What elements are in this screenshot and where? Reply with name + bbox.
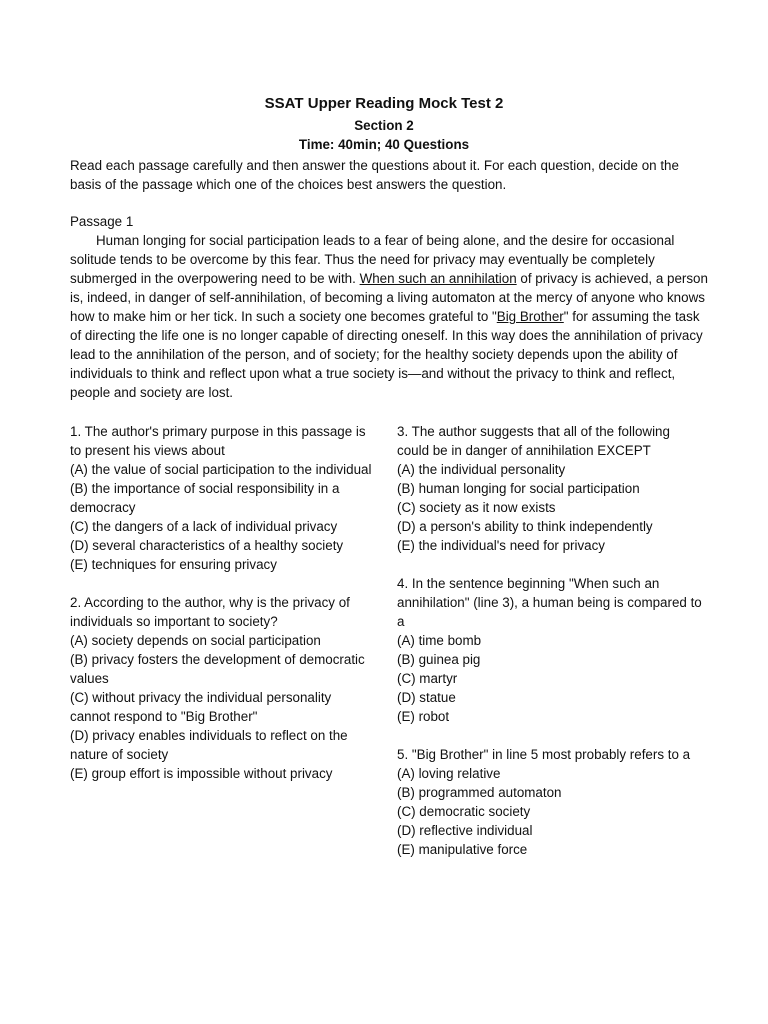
- answer-option: (C) without privacy the individual personality cannot respond to "Big Brother": [70, 690, 332, 724]
- answer-option: (C) democratic society: [397, 804, 531, 819]
- question-stem: 3. The author suggests that all of the following could be in danger of annihilation EXCEPT: [397, 424, 670, 458]
- questions-column-right: [397, 422, 702, 878]
- answer-option: (D) privacy enables individuals to reflect on the nature of society: [70, 728, 348, 762]
- question-stem: 4. In the sentence beginning "When such an annihilation" (line 3), a human being is compared to a: [397, 576, 702, 629]
- questions-column-left: [70, 422, 375, 802]
- question-stem: 2. According to the author, why is the privacy of individuals so important to society?: [70, 595, 350, 629]
- answer-option: (B) guinea pig: [397, 652, 481, 667]
- question-stem: 5. "Big Brother" in line 5 most probably refers to a: [397, 747, 691, 762]
- passage-heading: Passage 1: [70, 214, 134, 229]
- answer-option: (A) loving relative: [397, 766, 501, 781]
- passage-segment: Human longing for social participation leads to a fear of being alone, and the desire for occasional solitude tends to be overcome by this fear. Thus the need for privacy may eventually be completely submerged in the overpowering need to be with.: [70, 233, 675, 286]
- answer-option: (E) group effort is impossible without privacy: [70, 766, 333, 781]
- answer-option: (A) time bomb: [397, 633, 482, 648]
- answer-option: (B) programmed automaton: [397, 785, 562, 800]
- answer-option: (B) human longing for social participation: [397, 481, 640, 496]
- underlined-phrase: When such an annihilation: [359, 271, 517, 286]
- answer-option: (D) several characteristics of a healthy society: [70, 538, 344, 553]
- answer-option: (A) the value of social participation to the individual: [70, 462, 372, 477]
- time-limit: Time: 40min; 40 Questions: [298, 137, 470, 152]
- question-5: [397, 745, 702, 859]
- passage-text: [70, 231, 710, 402]
- answer-option: (B) privacy fosters the development of democratic values: [70, 652, 365, 686]
- test-title: SSAT Upper Reading Mock Test 2: [264, 95, 504, 112]
- answer-option: (A) society depends on social participation: [70, 633, 321, 648]
- answer-option: (C) martyr: [397, 671, 458, 686]
- answer-option: (A) the individual personality: [397, 462, 566, 477]
- answer-option: (D) a person's ability to think independently: [397, 519, 653, 534]
- question-2: [70, 593, 375, 783]
- answer-option: (C) the dangers of a lack of individual privacy: [70, 519, 338, 534]
- answer-option: (E) techniques for ensuring privacy: [70, 557, 277, 572]
- answer-option: (E) robot: [397, 709, 450, 724]
- answer-option: (D) reflective individual: [397, 823, 533, 838]
- question-stem: 1. The author's primary purpose in this passage is to present his views about: [70, 424, 366, 458]
- answer-option: (E) the individual's need for privacy: [397, 538, 605, 553]
- question-3: [397, 422, 702, 555]
- instructions: Read each passage carefully and then answer the questions about it. For each question, decide on the basis of the passage which one of the choices best answers the question.: [70, 158, 679, 192]
- document-header: [0, 94, 768, 154]
- section-label: Section 2: [354, 118, 414, 133]
- question-1: [70, 422, 375, 574]
- answer-option: (E) manipulative force: [397, 842, 528, 857]
- underlined-phrase: Big Brother: [496, 309, 564, 324]
- passage-segment: " for assuming the task of directing the life one is no longer capable of directing oneself. In this way does the annihilation of privacy lead to the annihilation of the person, and of society; for the healthy society depends upon the ability of individuals to think and reflect upon what a true society is—and without the privacy to think and reflect, people and society are lost.: [70, 309, 703, 400]
- passage-segment: of privacy is achieved, a person is, indeed, in danger of self-annihilation, of becoming a living automaton at the mercy of anyone who knows how to make him or her tick. In such a society one becomes grateful to ": [70, 271, 708, 324]
- answer-option: (C) society as it now exists: [397, 500, 556, 515]
- question-4: [397, 574, 702, 726]
- answer-option: (D) statue: [397, 690, 456, 705]
- answer-option: (B) the importance of social responsibility in a democracy: [70, 481, 340, 515]
